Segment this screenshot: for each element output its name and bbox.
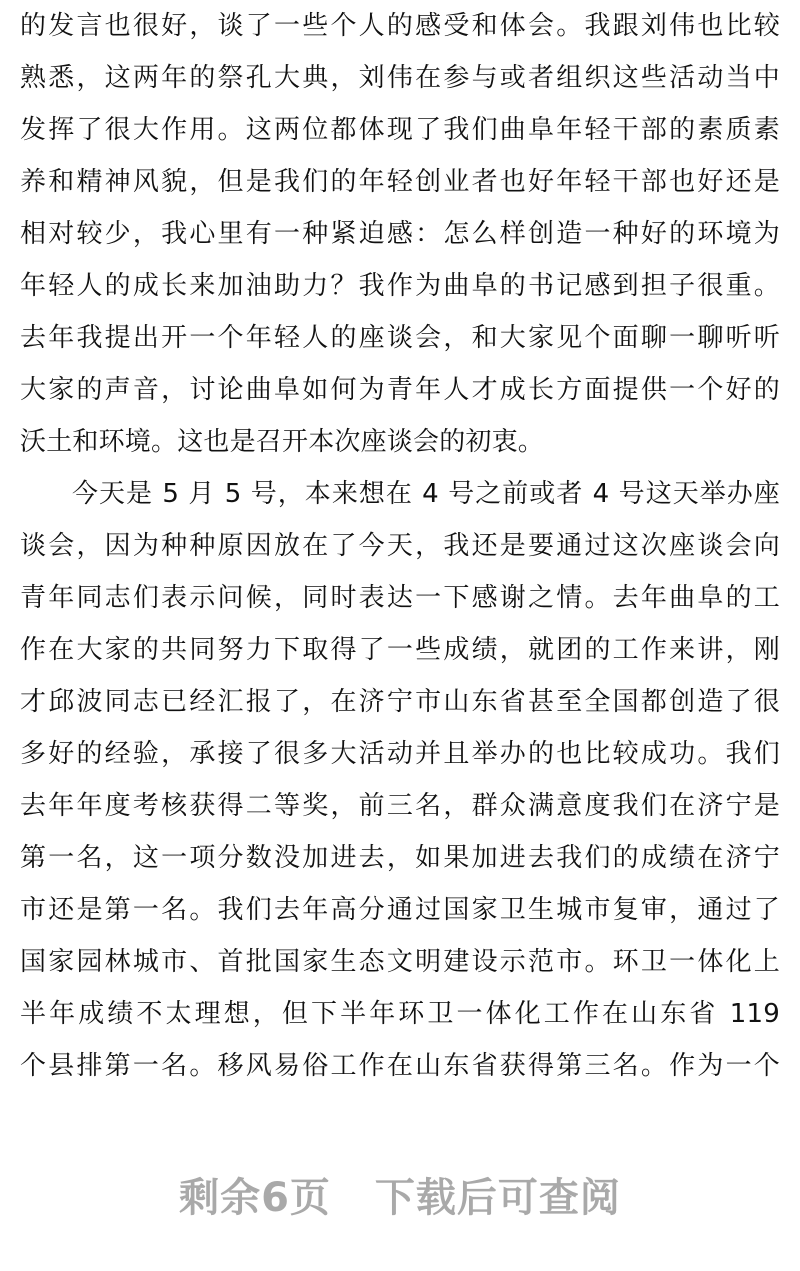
text-line: 作在大家的共同努力下取得了一些成绩，就团的工作来讲，刚 <box>20 635 780 665</box>
text-line: 谈会，因为种种原因放在了今天，我还是要通过这次座谈会向 <box>20 531 780 561</box>
remaining-pages-label: 剩余6页 <box>179 1175 331 1221</box>
text-line: 发挥了很大作用。这两位都体现了我们曲阜年轻干部的素质素 <box>20 115 780 145</box>
paragraph-2 <box>20 468 780 1092</box>
text-line: 个县排第一名。移风易俗工作在山东省获得第三名。作为一个 <box>20 1051 780 1081</box>
text-line: 市还是第一名。我们去年高分通过国家卫生城市复审，通过了 <box>20 895 780 925</box>
paragraph-1 <box>20 0 780 468</box>
text-line: 国家园林城市、首批国家生态文明建设示范市。环卫一体化上 <box>20 947 780 977</box>
text-line: 养和精神风貌，但是我们的年轻创业者也好年轻干部也好还是 <box>20 167 780 197</box>
text-line: 第一名，这一项分数没加进去，如果加进去我们的成绩在济宁 <box>20 843 780 873</box>
text-line: 半年成绩不太理想，但下半年环卫一体化工作在山东省 119 <box>20 999 780 1029</box>
text-line: 相对较少，我心里有一种紧迫感：怎么样创造一种好的环境为 <box>20 219 780 249</box>
document-body <box>20 0 780 1092</box>
download-to-view-label: 下载后可查阅 <box>374 1175 621 1221</box>
text-line: 多好的经验，承接了很多大活动并且举办的也比较成功。我们 <box>20 739 780 769</box>
download-prompt-banner[interactable] <box>0 1166 800 1223</box>
text-line: 去年年度考核获得二等奖，前三名，群众满意度我们在济宁是 <box>20 791 780 821</box>
text-line: 去年我提出开一个年轻人的座谈会，和大家见个面聊一聊听听 <box>20 323 780 353</box>
text-line: 大家的声音，讨论曲阜如何为青年人才成长方面提供一个好的 <box>20 375 780 405</box>
text-line: 年轻人的成长来加油助力？我作为曲阜的书记感到担子很重。 <box>20 271 780 301</box>
text-line: 今天是 5 月 5 号，本来想在 4 号之前或者 4 号这天举办座 <box>72 479 780 509</box>
text-line: 熟悉，这两年的祭孔大典，刘伟在参与或者组织这些活动当中 <box>20 63 780 93</box>
text-line: 才邱波同志已经汇报了，在济宁市山东省甚至全国都创造了很 <box>20 687 780 717</box>
text-line: 的发言也很好，谈了一些个人的感受和体会。我跟刘伟也比较 <box>20 11 780 41</box>
text-line: 青年同志们表示问候，同时表达一下感谢之情。去年曲阜的工 <box>20 583 780 613</box>
text-line: 沃土和环境。这也是召开本次座谈会的初衷。 <box>20 427 545 457</box>
